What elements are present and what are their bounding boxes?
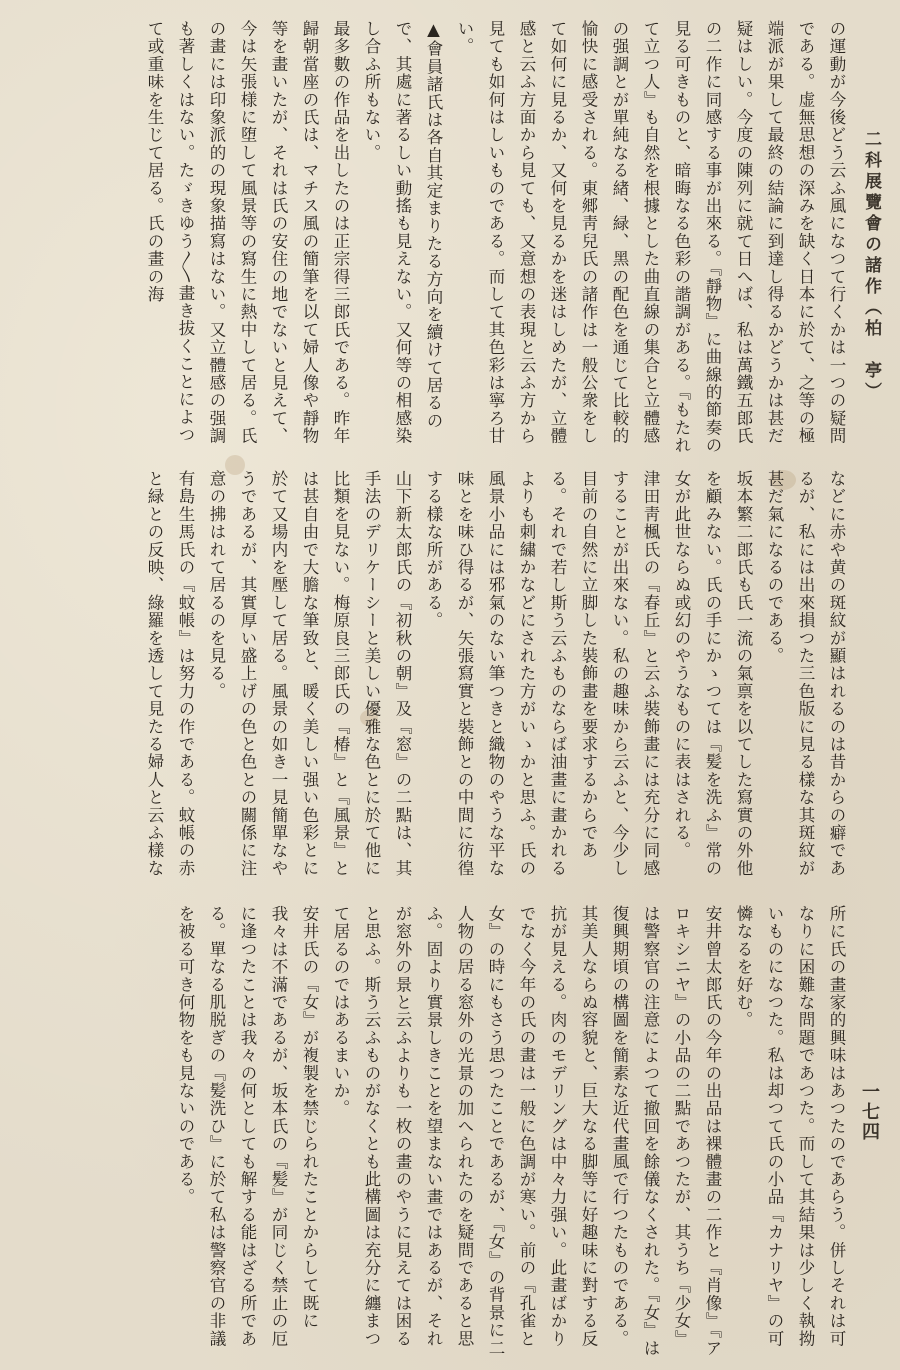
paragraph: 安井曾太郎氏の今年の出品は裸體畫の二作と『肖像』『アロキシニヤ』の小品の二點であつたが、其うち『少女』は警察官の注意によつて撤回を餘儀なくされた。『女』は復興期頃の構圖を簡素な近代畫風で行つたものである。其美人ならぬ容貌と、巨大なる脚等に好趣味に對する反抗が見える。肉のモデリングは中々力强い。此畫ばかりでなく今年の氏の畫は一般に色調が寒い。前の『孔雀と女』の時にもさう思つたことであるが、『女』の背景に二人物の居る窓外の光景の加へられたのを疑問であると思ふ。固より實景しきことを望まない畫ではあるが、それが窓外の景と云ふよりも一枚の畫のやうに見えては困ると思ふ。斯う云ふものがなくとも此構圖は充分に纏まつて居るのではあるまいか。 xyxy=(331,905,722,1357)
page-number: 一七四 xyxy=(859,1082,880,1142)
paragraph: の運動が今後どう云ふ風になつて行くかは一つの疑問である。虚無思想の深みを缺く日本に於て、之等の極端派が果して最終の結論に到達し得るかどうかは甚だ疑はしい。今度の陳列に就て日へば、私は萬鐵五郎氏の二作に同感する事が出來る。『靜物』に曲線的節奏の見る可きものと、暗晦なる色彩の諧調がある。『もたれて立つ人』も自然を根據とした曲直線の集合と立體感の强調とが單純なる緖、緑、黑の配色を通じて比較的愉快に感受される。東郷靑兒氏の諸作は一般公衆をして如何に見るか、又何を見るかを迷はしめたが、立體感と云ふ方面から見ても、又意想の表現と云ふ方から見ても如何はしいものである。而して其色彩は寧ろ甘い。 xyxy=(455,20,846,455)
text-tier-middle xyxy=(14,470,852,880)
text-tier-bottom xyxy=(14,905,852,1360)
paragraph: などに赤や黄の斑紋が顯はれるのは昔からの癖であるが、私には出來損つた三色版に見る樣な其斑紋が甚だ氣になるのである。 xyxy=(765,470,846,878)
paragraph: ▲會員諸氏は各自其定まりたる方向を續けて居るので、其處に著るしい動搖も見えない。又何等の相感染し合ふ所もない。 xyxy=(362,20,443,445)
paragraph: 安井氏の『女』が複製を禁じられたことからして既に我々は不滿であるが、坂本氏の『髪』が同じく禁止の厄に逢つたことは我々の何としても解する能はざる所である。單なる肌脱ぎの『髪洗ひ』に於て私は警察官の非議を被る可き何物をも見ないのである。 xyxy=(176,905,319,1348)
paragraph: 所に氏の畫家的興味はあつたのであらう。併しそれは可なりに困難な問題であつた。而して其結果は少しく執拗いものになつた。私は却つて氏の小品『カナリヤ』の可憐なるを好む。 xyxy=(734,905,846,1348)
paragraph: 有島生馬氏の『蚊帳』は努力の作である。蚊帳の赤と緑との反映、綠羅を透して見たる婦人と云ふ樣な xyxy=(145,470,195,878)
running-title: 二科展覽會の諸作（柏 亭） xyxy=(861,130,881,403)
paragraph: 坂本繁二郎氏も氏一流の氣禀を以てした寫實の外他を顧みない。氏の手にかゝつては『髪を洗ふ』常の女が此世ならぬ或幻のやうなものに表はされる。 xyxy=(672,470,753,878)
text-tier-top xyxy=(14,20,852,455)
paragraph: 最多數の作品を出したのは正宗得三郎氏である。昨年歸朝當座の氏は、マチス風の簡筆を以て婦人像や靜物等を畫いたが、それは氏の安住の地でないと見えて、今は矢張様に堕して風景等の寫生に熱中して居る。氏の畫には印象派的の現象描寫はない。又立體感の强調も著しくはない。たゞきゆう〳〵畫き拔くことによつて或重味を生じて居る。氏の畫の海 xyxy=(145,20,350,445)
paragraph: 津田靑楓氏の『春丘』と云ふ裝飾畫には充分に同感することが出來ない。私の趣味から云ふと、今少し目前の自然に立脚した裝飾畫を要求するからである。それで若し斯う云ふものならば油畫に畫かれるよりも刺繍かなどにされた方がいゝかと思ふ。氏の風景小品には邪氣のない筆つきと織物のやうな平な味とを味ひ得るが、矢張寫實と裝飾との中間に彷徨する樣な所がある。 xyxy=(424,470,660,878)
paragraph: 山下新太郎氏の『初秋の朝』及『窓』の二點は、其手法のデリケーシーと美しい優雅な色とに於て他に比類を見ない。梅原良三郎氏の『椿』と『風景』とは甚自由で大膽な筆致と、暖く美しい强い色彩とに於て又場内を壓して居る。風景の如き一見簡單なやうであるが、其實厚い盛上げの色と色との關係に注意の拂はれて居るのを見る。 xyxy=(207,470,412,878)
